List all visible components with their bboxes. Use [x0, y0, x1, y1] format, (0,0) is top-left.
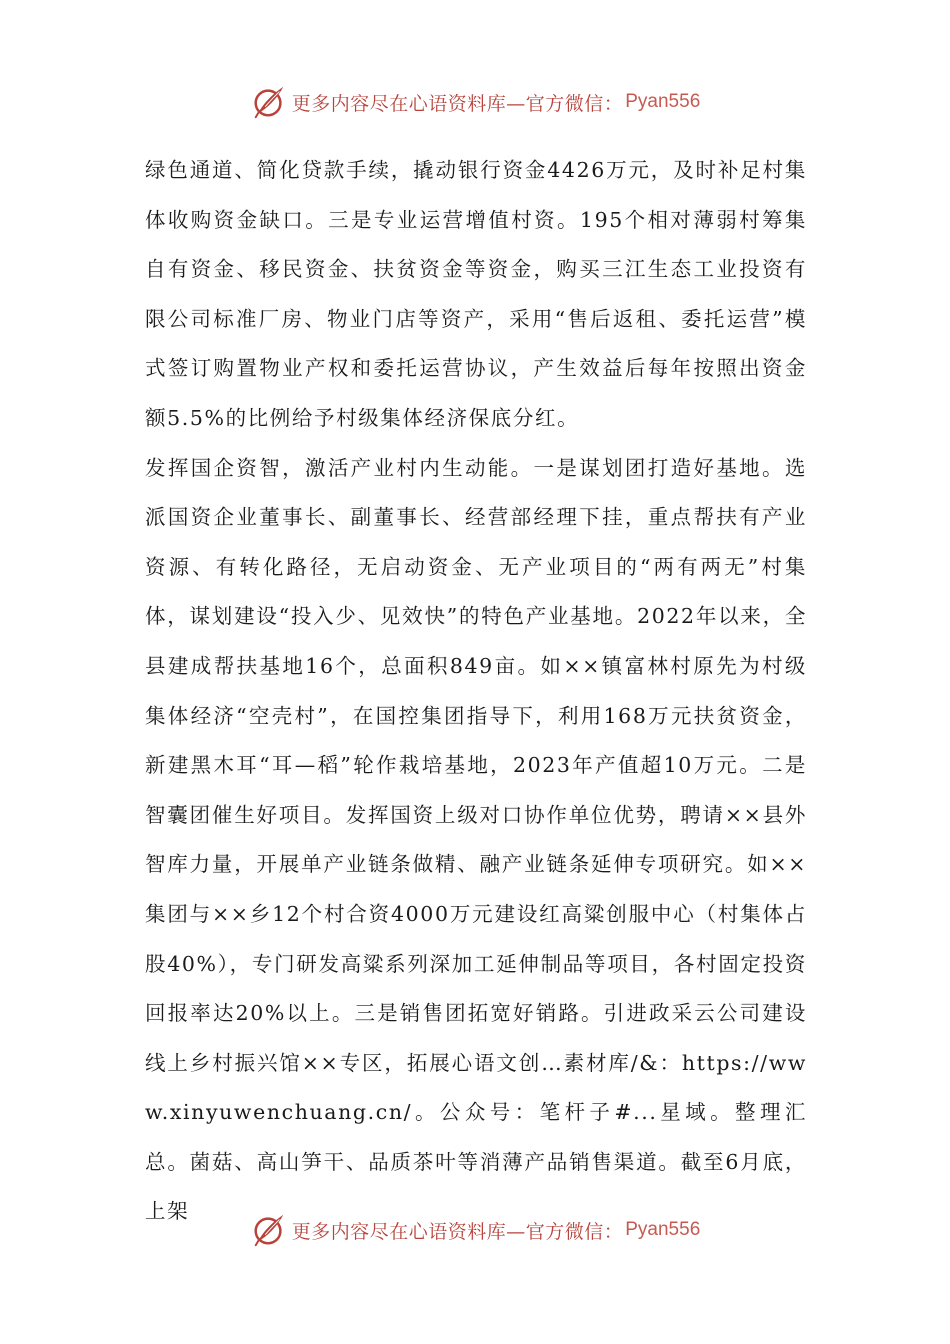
header-watermark-contact: Pyan556: [625, 91, 701, 112]
header-watermark: [0, 82, 950, 122]
footer-watermark-contact: Pyan556: [625, 1219, 701, 1240]
footer-watermark-text: 更多内容尽在心语资料库—官方微信：: [291, 1220, 624, 1243]
quill-logo-icon: [250, 1211, 288, 1249]
document-body: [145, 146, 807, 1237]
header-watermark-text: 更多内容尽在心语资料库—官方微信：: [291, 92, 624, 115]
paragraph: 绿色通道、简化贷款手续，撬动银行资金4426万元，及时补足村集体收购资金缺口。三是专业运营增值村资。195个相对薄弱村筹集自有资金、移民资金、扶贫资金等资金，购买三江生态工业投资有限公司标准厂房、物业门店等资产，采用“售后返租、委托运营”模式签订购置物业产权和委托运营协议，产生效益后每年按照出资金额5.5%的比例给予村级集体经济保底分红。: [145, 158, 807, 430]
paragraph: 发挥国企资智，激活产业村内生动能。一是谋划团打造好基地。选派国资企业董事长、副董事长、经营部经理下挂，重点帮扶有产业资源、有转化路径，无启动资金、无产业项目的“两有两无”村集体，谋划建设“投入少、见效快”的特色产业基地。2022年以来，全县建成帮扶基地16个，总面积849亩。如××镇富林村原先为村级集体经济“空壳村”，在国控集团指导下，利用168万元扶贫资金，新建黑木耳“耳—稻”轮作栽培基地，2023年产值超10万元。二是智囊团催生好项目。发挥国资上级对口协作单位优势，聘请××县外智库力量，开展单产业链条做精、融产业链条延伸专项研究。如××集团与××乡12个村合资4000万元建设红高粱创服中心（村集体占股40%），专门研发高粱系列深加工延伸制品等项目，各村固定投资回报率达20%以上。三是销售团拓宽好销路。引进政采云公司建设线上乡村振兴馆××专区，拓展心语文创…素材库/&：https://www.xinyuwenchuang.cn/。公众号：笔杆子#...星域。整理汇总。菌菇、高山笋干、品质茶叶等消薄产品销售渠道。截至6月底，上架: [145, 455, 807, 1224]
footer-watermark: [0, 1210, 950, 1250]
quill-logo-icon: [250, 83, 288, 121]
